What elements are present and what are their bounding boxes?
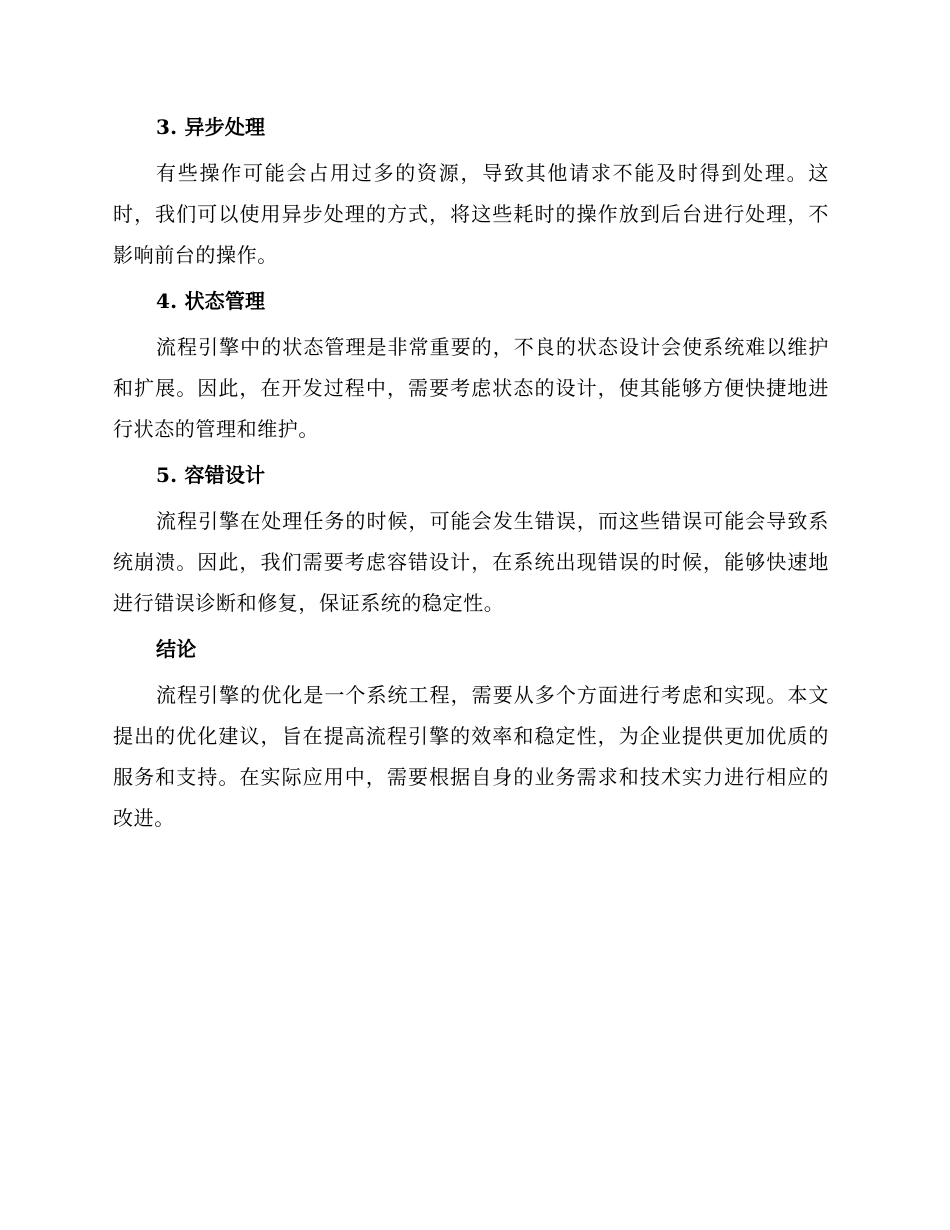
section-heading: 5. 容错设计 [156,463,266,487]
section-state-management [113,285,829,450]
section-paragraph: 有些操作可能会占用过多的资源，导致其他请求不能及时得到处理。这时，我们可以使用异步处理的方式，将这些耗时的操作放到后台进行处理，不影响前台的操作。 [113,161,829,267]
section-paragraph: 流程引擎的优化是一个系统工程，需要从多个方面进行考虑和实现。本文提出的优化建议，旨在提高流程引擎的效率和稳定性，为企业提供更加优质的服务和支持。在实际应用中，需要根据自身的业务需求和技术实力进行相应的改进。 [113,683,829,830]
spacer [113,491,829,501]
section-heading: 3. 异步处理 [156,115,266,139]
section-fault-tolerance [113,459,829,624]
spacer [113,624,829,633]
section-paragraph: 流程引擎中的状态管理是非常重要的，不良的状态设计会使系统难以维护和扩展。因此，在开发过程中，需要考虑状态的设计，使其能够方便快捷地进行状态的管理和维护。 [113,335,829,441]
section-heading: 结论 [156,637,197,661]
section-async-processing [113,111,829,276]
section-paragraph: 流程引擎在处理任务的时候，可能会发生错误，而这些错误可能会导致系统崩溃。因此，我们需要考虑容错设计，在系统出现错误的时候，能够快速地进行错误诊断和修复，保证系统的稳定性。 [113,509,829,615]
spacer [113,317,829,327]
spacer [113,276,829,285]
spacer [113,665,829,675]
spacer [113,450,829,459]
section-conclusion [113,633,829,839]
section-heading: 4. 状态管理 [156,289,266,313]
spacer [113,143,829,153]
